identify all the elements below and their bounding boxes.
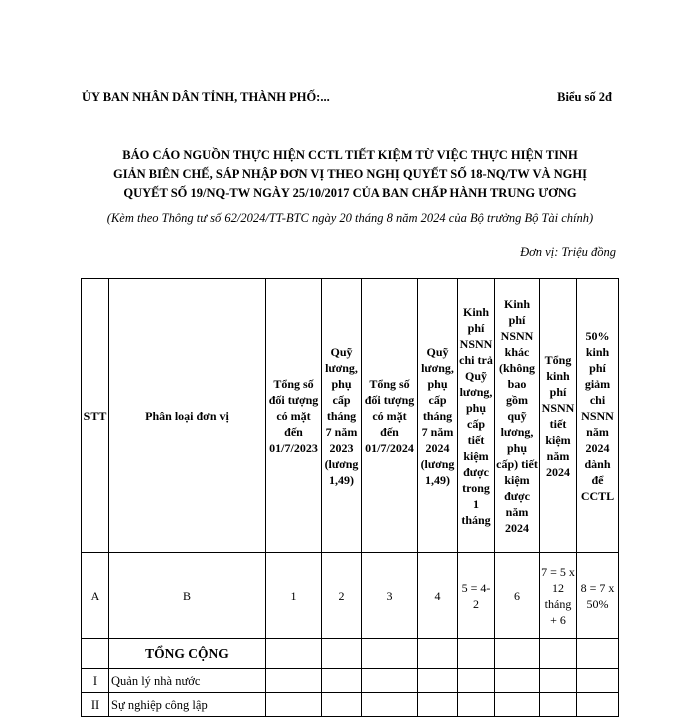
table-code-row <box>82 553 619 639</box>
code-cell: 5 = 4-2 <box>458 553 495 639</box>
report-table <box>81 278 619 717</box>
code-cell: 8 = 7 x 50% <box>577 553 619 639</box>
table-cell <box>418 639 458 669</box>
row-label: Quản lý nhà nước <box>109 669 266 693</box>
code-cell: 4 <box>418 553 458 639</box>
code-cell: 6 <box>495 553 540 639</box>
table-cell <box>266 669 322 693</box>
report-title-line-1: BÁO CÁO NGUỒN THỰC HIỆN CCTL TIẾT KIỆM TỪ VIỆC THỰC HIỆN TINH <box>122 148 578 162</box>
report-title-line-3: QUYẾT SỐ 19/NQ-TW NGÀY 25/10/2017 CỦA BAN CHẤP HÀNH TRUNG ƯƠNG <box>123 186 577 200</box>
table-cell <box>362 639 418 669</box>
row-number: II <box>82 693 109 717</box>
table-cell <box>577 639 619 669</box>
table-header-row <box>82 279 619 553</box>
table-cell <box>540 693 577 717</box>
total-row <box>82 639 619 669</box>
code-cell: B <box>109 553 266 639</box>
code-cell: 2 <box>322 553 362 639</box>
table-cell <box>577 693 619 717</box>
code-cell: 3 <box>362 553 418 639</box>
table-cell <box>362 669 418 693</box>
currency-unit: Đơn vị: Triệu đồng <box>520 245 616 259</box>
table-cell <box>495 693 540 717</box>
table-cell <box>362 693 418 717</box>
col-header-staff-2023: Tổng số đối tượng có mặt đến 01/7/2023 <box>266 279 322 553</box>
table-cell <box>418 669 458 693</box>
form-number: Biểu số 2đ <box>557 90 612 104</box>
table-row <box>82 693 619 717</box>
col-header-staff-2024: Tổng số đối tượng có mặt đến 01/7/2024 <box>362 279 418 553</box>
col-header-total-savings: Tổng kinh phí NSNN tiết kiệm năm 2024 <box>540 279 577 553</box>
table-cell <box>322 669 362 693</box>
row-number: I <box>82 669 109 693</box>
col-header-stt: STT <box>82 279 109 553</box>
report-title <box>70 146 630 203</box>
table-cell <box>495 669 540 693</box>
agency-heading: ỦY BAN NHÂN DÂN TỈNH, THÀNH PHỐ:... <box>82 90 330 104</box>
table-cell <box>322 639 362 669</box>
col-header-monthly-savings: Kinh phí NSNN chi trả Quỹ lương, phụ cấp tiết kiệm được trong 1 tháng <box>458 279 495 553</box>
table-cell <box>458 669 495 693</box>
table-cell <box>418 693 458 717</box>
table-cell <box>577 669 619 693</box>
total-stt-cell <box>82 639 109 669</box>
table-cell <box>540 639 577 669</box>
total-label: TỔNG CỘNG <box>109 639 266 669</box>
table-cell <box>266 639 322 669</box>
col-header-payroll-2023: Quỹ lương, phụ cấp tháng 7 năm 2023 (lương 1,49) <box>322 279 362 553</box>
code-cell: 7 = 5 x 12 tháng + 6 <box>540 553 577 639</box>
row-label: Sự nghiệp công lập <box>109 693 266 717</box>
table-cell <box>495 639 540 669</box>
report-subtitle: (Kèm theo Thông tư số 62/2024/TT-BTC ngày 20 tháng 8 năm 2024 của Bộ trưởng Bộ Tài chính) <box>106 211 594 225</box>
code-cell: A <box>82 553 109 639</box>
table-cell <box>458 693 495 717</box>
report-title-line-2: GIẢN BIÊN CHẾ, SÁP NHẬP ĐƠN VỊ THEO NGHỊ QUYẾT SỐ 18-NQ/TW VÀ NGHỊ <box>113 167 587 181</box>
table-cell <box>458 639 495 669</box>
table-cell <box>266 693 322 717</box>
table-cell <box>540 669 577 693</box>
table-row <box>82 669 619 693</box>
col-header-payroll-2024: Quỹ lương, phụ cấp tháng 7 năm 2024 (lương 1,49) <box>418 279 458 553</box>
table-cell <box>322 693 362 717</box>
code-cell: 1 <box>266 553 322 639</box>
col-header-half-for-cctl: 50% kinh phí giảm chi NSNN năm 2024 dành để CCTL <box>577 279 619 553</box>
col-header-other-savings: Kinh phí NSNN khác (không bao gồm quỹ lương, phụ cấp) tiết kiệm được năm 2024 <box>495 279 540 553</box>
col-header-unit-type: Phân loại đơn vị <box>109 279 266 553</box>
